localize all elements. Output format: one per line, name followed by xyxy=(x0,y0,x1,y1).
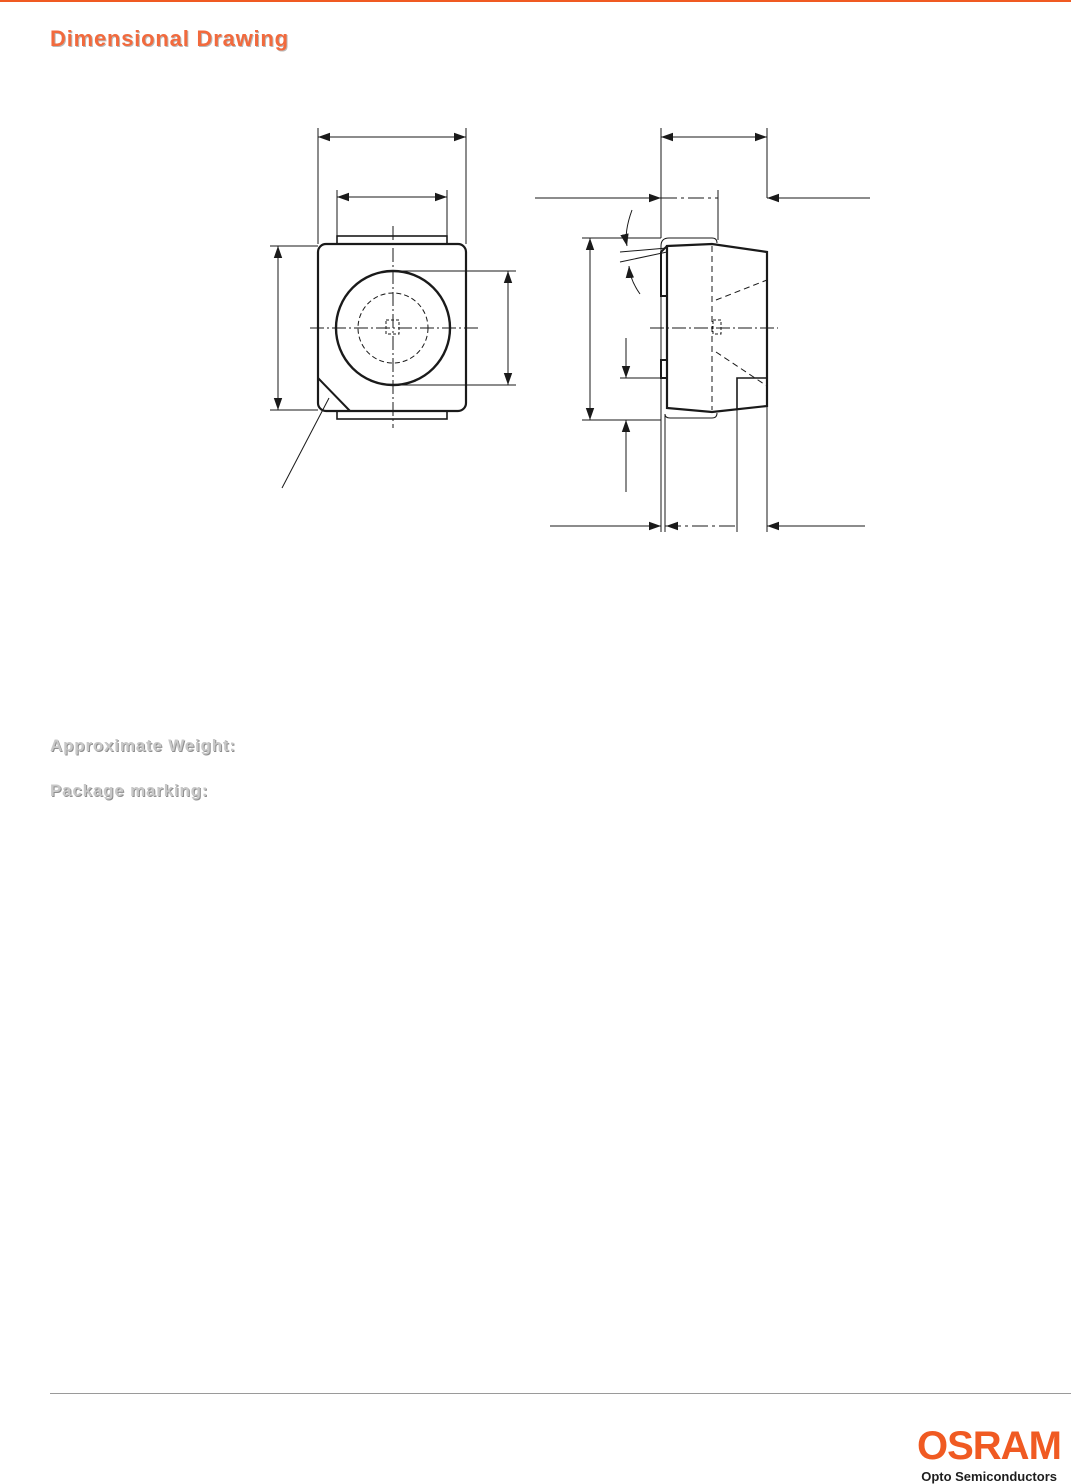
approximate-weight-label: Approximate Weight: xyxy=(50,736,236,755)
footer-rule xyxy=(50,1393,1071,1394)
dimensional-drawing xyxy=(0,0,1071,600)
package-side-view-icon xyxy=(535,128,870,532)
logo-tagline: Opto Semiconductors xyxy=(921,1469,1057,1484)
page-title: Dimensional Drawing xyxy=(50,26,289,51)
package-front-view-icon xyxy=(270,128,516,488)
logo-wordmark: OSRAM xyxy=(917,1424,1061,1468)
package-marking-label: Package marking: xyxy=(50,781,209,800)
osram-logo xyxy=(917,1424,1061,1484)
